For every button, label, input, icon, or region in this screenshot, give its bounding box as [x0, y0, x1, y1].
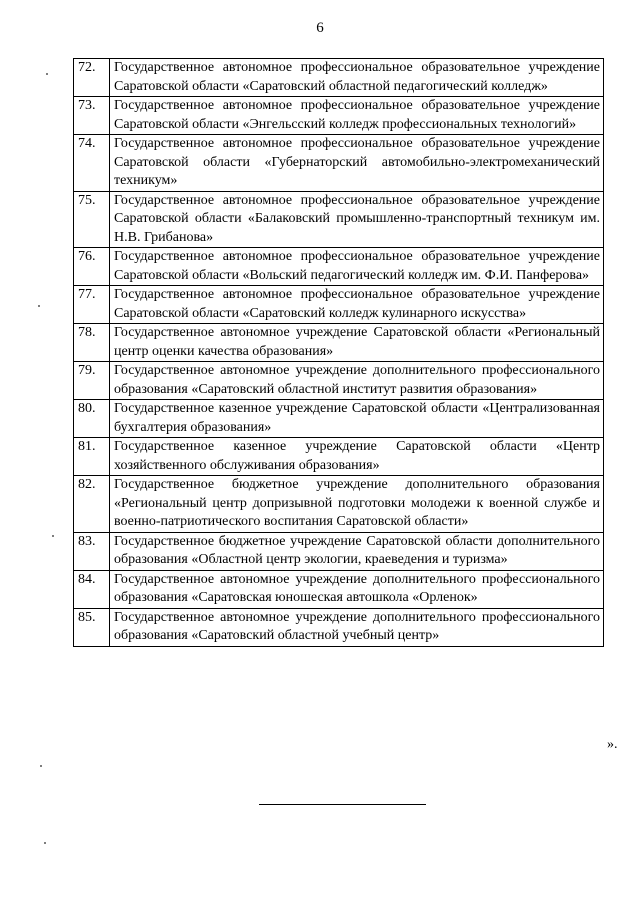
row-number: 82.: [74, 476, 110, 533]
closing-quote-mark: ».: [607, 737, 618, 752]
table-row: [74, 570, 604, 608]
table-row: [74, 438, 604, 476]
table-row: [74, 476, 604, 533]
organization-name: Государственное бюджетное учреждение Саратовской области дополнительного образования «Областной центр экологии, краеведения и туризма»: [110, 532, 604, 570]
table-row: [74, 608, 604, 646]
table-row: [74, 324, 604, 362]
row-number: 76.: [74, 248, 110, 286]
row-number: 85.: [74, 608, 110, 646]
organizations-table: [73, 58, 604, 647]
table-row: [74, 400, 604, 438]
organization-name: Государственное казенное учреждение Саратовской области «Централизованная бухгалтерия образования»: [110, 400, 604, 438]
organization-name: Государственное автономное учреждение Саратовской области «Региональный центр оценки качества образования»: [110, 324, 604, 362]
table-row: [74, 191, 604, 248]
table-row: [74, 286, 604, 324]
row-number: 74.: [74, 135, 110, 192]
row-number: 72.: [74, 59, 110, 97]
organization-name: Государственное автономное профессиональное образовательное учреждение Саратовской области «Саратовский областной педагогический колледж»: [110, 59, 604, 97]
table-row: [74, 248, 604, 286]
organization-name: Государственное казенное учреждение Саратовской области «Центр хозяйственного обслуживания образования»: [110, 438, 604, 476]
organization-name: Государственное автономное профессиональное образовательное учреждение Саратовской области «Вольский педагогический колледж им. Ф.И. Панферова»: [110, 248, 604, 286]
organization-name: Государственное автономное профессиональное образовательное учреждение Саратовской области «Энгельсский колледж профессиональных технологий»: [110, 97, 604, 135]
organization-name: Государственное автономное учреждение дополнительного профессионального образования «Саратовская юношеская автошкола «Орленок»: [110, 570, 604, 608]
scan-speck: [38, 305, 40, 307]
row-number: 73.: [74, 97, 110, 135]
table-row: [74, 362, 604, 400]
table-row: [74, 59, 604, 97]
row-number: 77.: [74, 286, 110, 324]
page-number: 6: [316, 20, 324, 36]
row-number: 75.: [74, 191, 110, 248]
table-row: [74, 135, 604, 192]
row-number: 83.: [74, 532, 110, 570]
organization-name: Государственное автономное профессиональное образовательное учреждение Саратовской области «Губернаторский автомобильно-электромеханический техникум»: [110, 135, 604, 192]
row-number: 84.: [74, 570, 110, 608]
horizontal-rule: [259, 804, 426, 805]
scan-speck: [46, 73, 48, 75]
organization-name: Государственное автономное профессиональное образовательное учреждение Саратовской области «Балаковский промышленно-транспортный техникум им. Н.В. Грибанова»: [110, 191, 604, 248]
organization-name: Государственное автономное профессиональное образовательное учреждение Саратовской области «Саратовский колледж кулинарного искусства»: [110, 286, 604, 324]
row-number: 78.: [74, 324, 110, 362]
row-number: 81.: [74, 438, 110, 476]
table-row: [74, 532, 604, 570]
table-row: [74, 97, 604, 135]
organization-name: Государственное бюджетное учреждение дополнительного образования «Региональный центр допризывной подготовки молодежи к военной службе и военно-патриотического воспитания Саратовской области»: [110, 476, 604, 533]
row-number: 79.: [74, 362, 110, 400]
scan-speck: [44, 842, 46, 844]
scan-speck: [40, 765, 42, 767]
organization-name: Государственное автономное учреждение дополнительного профессионального образования «Саратовский областной институт развития образования»: [110, 362, 604, 400]
scan-speck: [52, 535, 54, 537]
organization-name: Государственное автономное учреждение дополнительного профессионального образования «Саратовский областной учебный центр»: [110, 608, 604, 646]
row-number: 80.: [74, 400, 110, 438]
